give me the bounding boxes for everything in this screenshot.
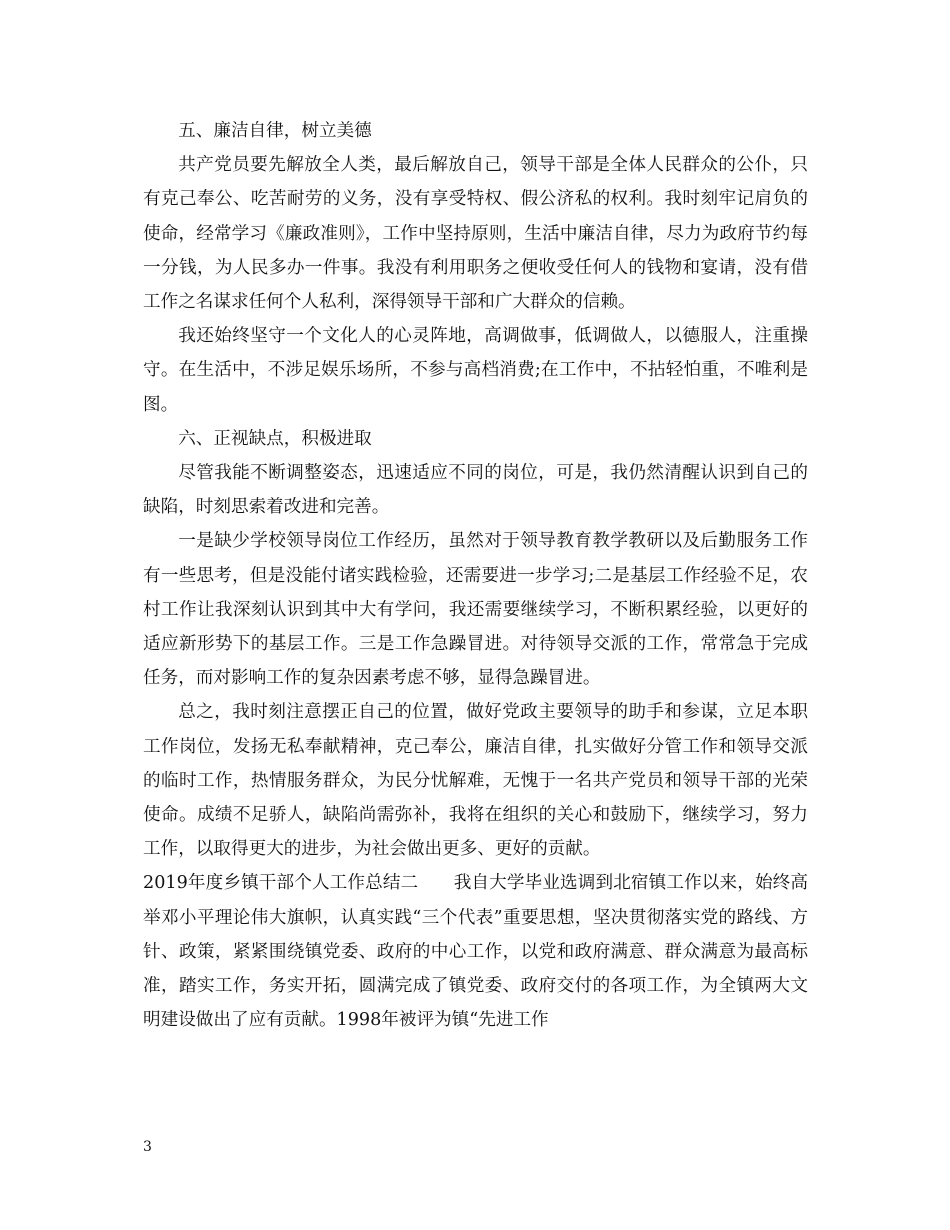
body-paragraph: 2019年度乡镇干部个人工作总结二 我自大学毕业选调到北宿镇工作以来，始终高举邓小平理论伟大旗帜，认真实践“三个代表”重要思想，坚决贯彻落实党的路线、方针、政策，紧紧围绕镇党委、政府的中心工作，以党和政府满意、群众满意为最高标准，踏实工作，务实开拓，圆满完成了镇党委、政府交付的各项工作，为全镇两大文明建设做出了应有贡献。1998年被评为镇“先进工作 (143, 873, 808, 1031)
body-paragraph: 共产党员要先解放全人类，最后解放自己，领导干部是全体人民群众的公仆，只有克己奉公、吃苦耐劳的义务，没有享受特权、假公济私的权利。我时刻牢记肩负的使命，经常学习《廉政准则》，工作中坚持原则，生活中廉洁自律，尽力为政府节约每一分钱，为人民多办一件事。我没有利用职务之便收受任何人的钱物和宴请，没有借工作之名谋求任何个人私利，深得领导干部和广大群众的信赖。 (143, 155, 808, 313)
body-paragraph: 总之，我时刻注意摆正自己的位置，做好党政主要领导的助手和参谋，立足本职工作岗位，发扬无私奉献精神，克己奉公，廉洁自律，扎实做好分管工作和领导交派的临时工作，热情服务群众，为民分忧解难，无愧于一名共产党员和领导干部的光荣使命。成绩不足骄人，缺陷尚需弥补，我将在组织的关心和鼓励下，继续学习，努力工作，以取得更大的进步，为社会做出更多、更好的贡献。 (143, 702, 808, 860)
body-paragraph: 我还始终坚守一个文化人的心灵阵地，高调做事，低调做人，以德服人，注重操守。在生活中，不涉足娱乐场所，不参与高档消费;在工作中，不拈轻怕重，不唯利是图。 (143, 326, 808, 415)
body-paragraph: 尽管我能不断调整姿态，迅速适应不同的岗位，可是，我仍然清醒认识到自己的缺陷，时刻思索着改进和完善。 (143, 463, 808, 518)
section-heading-6: 六、正视缺点，积极进取 (178, 428, 372, 449)
section-heading-5: 五、廉洁自律，树立美德 (178, 121, 372, 141)
body-paragraph: 一是缺少学校领导岗位工作经历，虽然对于领导教育教学教研以及后勤服务工作有一些思考，但是没能付诸实践检验，还需要进一步学习;二是基层工作经验不足，农村工作让我深刻认识到其中大有学问，我还需要继续学习，不断积累经验，以更好的适应新形势下的基层工作。三是工作急躁冒进。对待领导交派的工作，常常急于完成任务，而对影响工作的复杂因素考虑不够，显得急躁冒进。 (143, 531, 808, 689)
page-number: 3 (143, 1139, 152, 1155)
document-body (143, 114, 808, 1037)
